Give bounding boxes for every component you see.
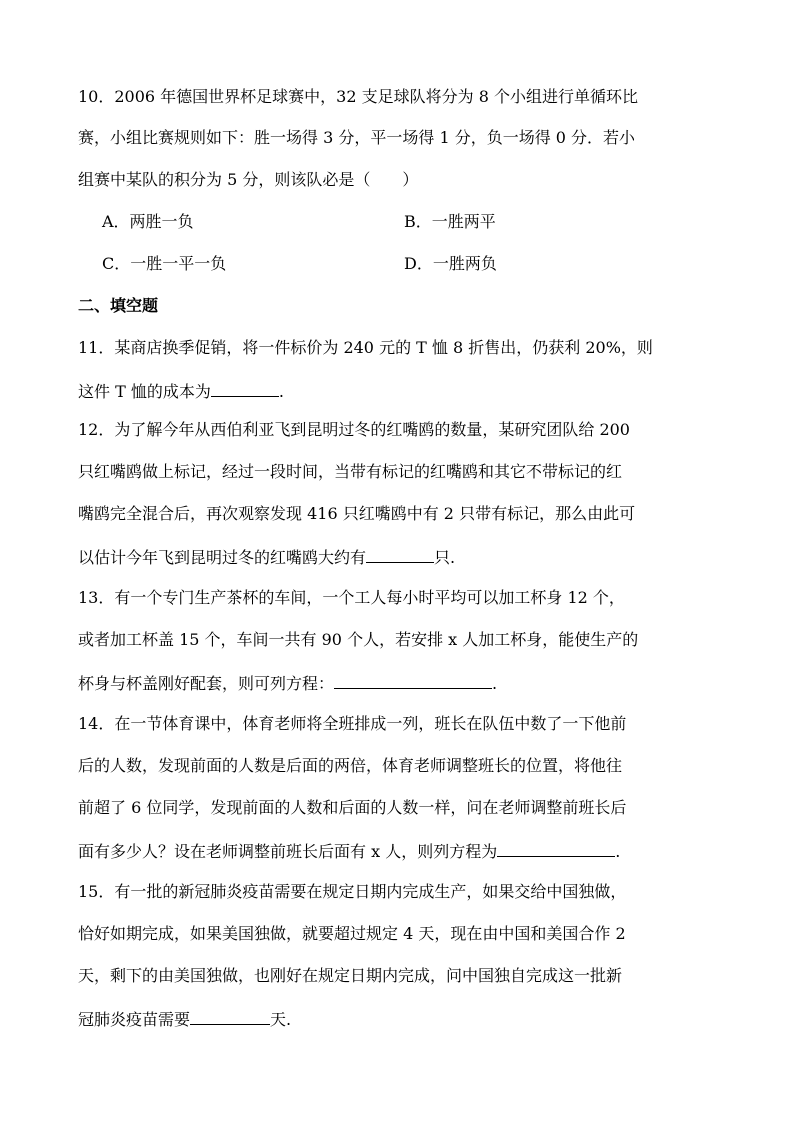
section-heading-fill-blank: 二、填空题 [78,296,159,315]
q12-line-3: 嘴鸥完全混合后，再次观察发现 416 只红嘴鸥中有 2 只带有标记，那么由此可 [78,504,636,523]
q12-answer-blank[interactable] [366,546,434,563]
q11-text-end: . [278,382,284,401]
q13-line-3 [78,672,734,694]
q14-line-1: 14．在一节体育课中，体育老师将全班排成一列，班长在队伍中数了一下他前 [78,714,627,733]
q15-text: 冠肺炎疫苗需要 [78,1010,191,1029]
q14-line-2: 后的人数，发现前面的人数是后面的两倍，体育老师调整班长的位置，将他往 [78,756,623,775]
q15-line-1: 15．有一批的新冠肺炎疫苗需要在规定日期内完成生产，如果交给中国独做， [78,882,627,901]
q10-option-d: D．一胜两负 [404,254,497,273]
q10-line-3: 组赛中某队的积分为 5 分，则该队必是（ ） [78,170,419,189]
q15-line-2: 恰好如期完成，如果美国独做，就要超过规定 4 天，现在由中国和美国合作 2 [78,924,626,943]
q13-text-end: . [492,674,498,693]
q12-text-end: 只. [434,548,456,567]
q15-answer-blank[interactable] [190,1008,270,1025]
q11-line-2 [78,380,734,402]
q15-line-4 [78,1008,734,1030]
q12-line-4 [78,546,734,568]
q12-line-1: 12．为了解今年从西伯利亚飞到昆明过冬的红嘴鸥的数量，某研究团队给 200 [78,420,630,439]
q12-text: 以估计今年飞到昆明过冬的红嘴鸥大约有 [78,548,367,567]
q14-line-4 [78,840,734,862]
q11-answer-blank[interactable] [211,380,279,397]
q12-line-2: 只红嘴鸥做上标记，经过一段时间，当带有标记的红嘴鸥和其它不带标记的红 [78,462,623,481]
q13-line-2: 或者加工杯盖 15 个，车间一共有 90 个人，若安排 x 人加工杯身，能使生产的 [78,630,639,649]
q10-option-a: A．两胜一负 [102,212,194,231]
q13-answer-blank[interactable] [334,672,492,689]
q14-answer-blank[interactable] [497,840,615,857]
q13-line-1: 13．有一个专门生产茶杯的车间，一个工人每小时平均可以加工杯身 12 个， [78,588,625,607]
q11-text: 这件 T 恤的成本为 [78,382,211,401]
q10-option-c: C．一胜一平一负 [102,254,227,273]
q10-option-b: B．一胜两平 [404,212,496,231]
q14-text-end: . [615,842,621,861]
q15-text-end: 天. [270,1010,292,1029]
q14-text: 面有多少人？设在老师调整前班长后面有 x 人，则列方程为 [78,842,498,861]
q15-line-3: 天，剩下的由美国独做，也刚好在规定日期内完成，问中国独自完成这一批新 [78,966,623,985]
q10-line-2: 赛，小组比赛规则如下：胜一场得 3 分，平一场得 1 分，负一场得 0 分．若小 [78,128,636,147]
q11-line-1: 11．某商店换季促销，将一件标价为 240 元的 T 恤 8 折售出，仍获利 20%，则 [78,338,653,357]
q13-text: 杯身与杯盖刚好配套，则可列方程： [78,674,335,693]
q10-line-1: 10．2006 年德国世界杯足球赛中，32 支足球队将分为 8 个小组进行单循环比 [78,87,638,106]
q14-line-3: 前超了 6 位同学，发现前面的人数和后面的人数一样，问在老师调整前班长后 [78,798,627,817]
